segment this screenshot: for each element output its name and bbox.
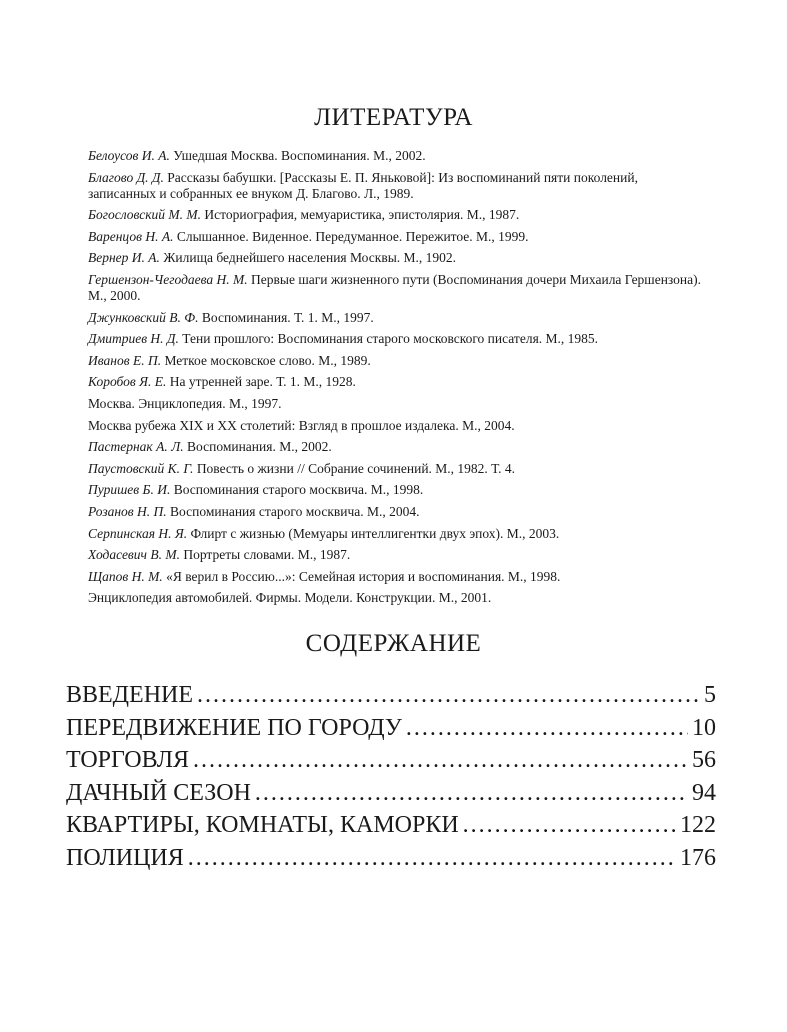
entry-text: Первые шаги жизненного пути (Воспоминания дочери Михаила Гершензона). М., 2000. [88,271,702,303]
entry-author: Розанов Н. П. [88,503,167,519]
toc-leader-dots [406,715,688,742]
entry-text: Рассказы бабушки. [Рассказы Е. П. Яньковой]: Из воспоминаний пяти поколений, записанных и собранных ее внуком Д. Благово. Л., 1989. [88,169,638,201]
toc-entry-title: ДАЧНЫЙ СЕЗОН [66,779,251,806]
toc-entry [66,845,716,878]
entry-author: Джунковский В. Ф. [88,309,199,325]
entry-text: Портреты словами. М., 1987. [179,547,351,563]
entry-author: Гершензон-Чегодаева Н. М. [88,271,248,287]
bibliography-entry [88,590,708,606]
entry-author: Ходасевич В. М. [88,547,180,563]
entry-author: Белоусов И. А. [88,148,170,163]
table-of-contents [66,682,716,878]
toc-entry-page: 176 [680,844,716,871]
entry-author: Серпинская Н. Я. [88,525,188,541]
entry-text: Меткое московское слово. М., 1989. [161,352,371,368]
bibliography-entry [88,418,708,434]
bibliography-entry [88,482,708,498]
bibliography-entry [88,461,708,477]
entry-author: Пастернак А. Л. [88,439,184,455]
toc-entry-title: КВАРТИРЫ, КОМНАТЫ, КАМОРКИ [66,812,459,839]
entry-text: На утренней заре. Т. 1. М., 1928. [166,374,356,390]
entry-text: Энциклопедия автомобилей. Фирмы. Модели. Конструкции. М., 2001. [88,590,492,606]
entry-author: Паустовский К. Г. [88,460,194,476]
bibliography-entry [88,526,708,542]
bibliography-entry [88,569,708,585]
entry-author: Коробов Я. Е. [88,374,167,390]
bibliography-entry [88,250,708,266]
toc-entry [66,682,716,715]
toc-entry-page: 94 [692,779,716,806]
contents-heading: СОДЕРЖАНИЕ [305,630,482,657]
bibliography-entry [88,504,708,520]
entry-text: Жилища беднейшего населения Москвы. М., 1902. [159,250,457,266]
bibliography-entry [88,331,708,347]
entry-author: Щапов Н. М. [88,568,163,584]
bibliography-entry [88,374,708,390]
toc-entry-title: ПОЛИЦИЯ [66,844,184,871]
entry-author: Богословский М. М. [88,207,202,223]
entry-text: Тени прошлого: Воспоминания старого московского писателя. М., 1985. [178,331,599,347]
bibliography-entry [88,439,708,455]
bibliography-entry [88,310,708,326]
literature-heading: ЛИТЕРАТУРА [314,104,473,131]
toc-entry [66,780,716,813]
entry-text: Флирт с жизнью (Мемуары интеллигентки двух эпох). М., 2003. [187,525,560,541]
bibliography-entry [88,353,708,369]
entry-author: Варенцов Н. А. [88,228,174,244]
bibliography-entry [88,547,708,563]
entry-text: Историография, мемуаристика, эпистолярия. М., 1987. [201,207,520,223]
toc-entry [66,812,716,845]
bibliography-entry [88,207,708,223]
entry-text: Ушедшая Москва. Воспоминания. М., 2002. [169,148,426,163]
bibliography-entry [88,229,708,245]
toc-leader-dots [188,845,676,872]
entry-text: Москва. Энциклопедия. М., 1997. [88,395,282,411]
toc-leader-dots [197,682,700,709]
toc-entry-page: 56 [692,747,716,774]
toc-entry [66,715,716,748]
toc-entry-page: 122 [680,812,716,839]
toc-entry-title: ПЕРЕДВИЖЕНИЕ ПО ГОРОДУ [66,714,402,741]
bibliography-list [88,148,708,612]
bibliography-entry [88,170,708,202]
entry-text: Воспоминания старого москвича. М., 2004. [166,503,420,519]
entry-text: Москва рубежа XIX и XX столетий: Взгляд в прошлое издалека. М., 2004. [88,417,515,433]
toc-leader-dots [193,747,688,774]
entry-text: Слышанное. Виденное. Передуманное. Пережитое. М., 1999. [173,228,529,244]
toc-entry-title: ТОРГОВЛЯ [66,747,190,774]
entry-author: Дмитриев Н. Д. [88,331,179,347]
toc-entry-page: 10 [692,714,716,741]
toc-entry-page: 5 [704,682,716,708]
bibliography-entry [88,272,708,304]
entry-author: Вернер И. А. [88,250,160,266]
toc-leader-dots [255,780,688,807]
toc-leader-dots [463,812,676,839]
entry-author: Иванов Е. П. [88,352,162,368]
entry-text: Воспоминания. М., 2002. [183,439,332,455]
entry-text: Воспоминания старого москвича. М., 1998. [170,482,424,498]
bibliography-entry [88,396,708,412]
entry-text: «Я верил в Россию...»: Семейная история и воспоминания. М., 1998. [162,568,561,584]
entry-text: Воспоминания. Т. 1. М., 1997. [198,309,374,325]
entry-text: Повесть о жизни // Собрание сочинений. М., 1982. Т. 4. [193,460,515,476]
toc-entry-title: ВВЕДЕНИЕ [66,682,194,708]
entry-author: Благово Д. Д. [88,169,164,185]
entry-author: Пуришев Б. И. [88,482,171,498]
toc-entry [66,747,716,780]
bibliography-entry [88,148,708,164]
